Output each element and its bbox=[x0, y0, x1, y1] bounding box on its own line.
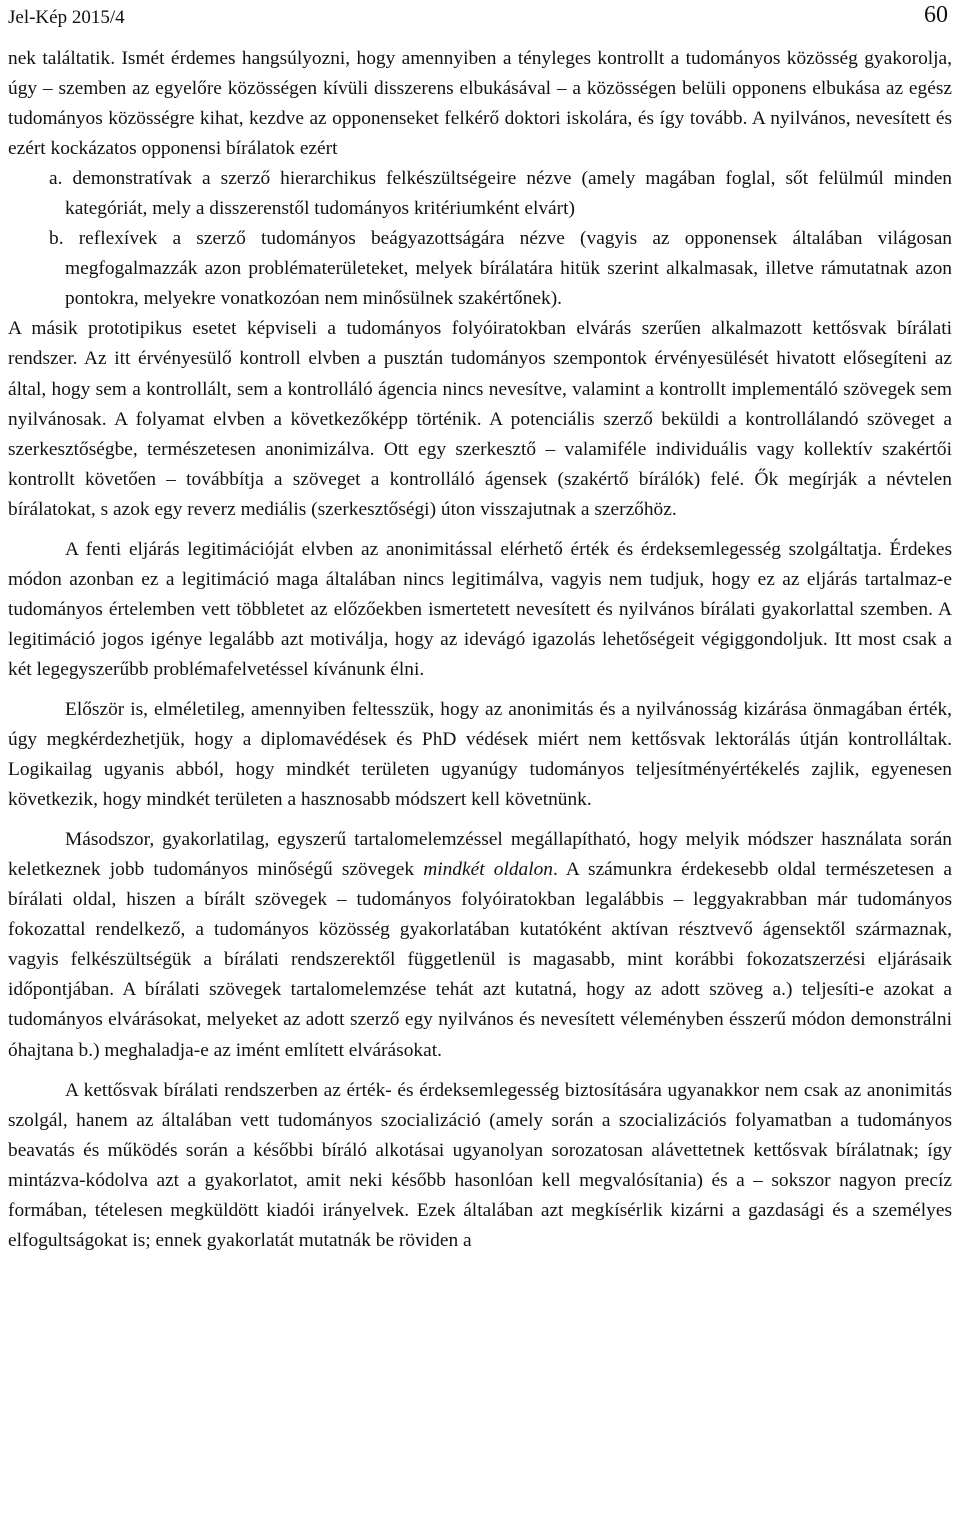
paragraph-4: Először is, elméletileg, amennyiben feltesszük, hogy az anonimitás és a nyilvánosság kizárása önmagában érték, úgy megkérdezhetjük, hogy a diplomavédések és PhD védések miért nem kettősvak lektorálás útján kontrolláltak. Logikailag ugyanis abból, hogy mindkét területen ugyanúgy tudományos teljesítményértékelés zajlik, egyenesen következik, hogy mindkét területen a hasznosabb módszert kell követnünk. bbox=[8, 698, 952, 811]
paragraph-5-start: Másodszor, gyakorlatilag, egyszerű tartalomelemzéssel megállapítható, hogy melyik módszer használata során keletkeznek jobb tudományos minőségű szövegek bbox=[8, 829, 952, 881]
running-head: Jel-Kép 2015/4 bbox=[8, 7, 125, 28]
paragraph-3: A fenti eljárás legitimációját elvben az anonimitással elérhető érték és érdeksemlegesség szolgáltatja. Érdekes módon azonban ez a legitimáció maga általában nincs legitimálva, vagyis nem tudjuk, hogy ez az eljárás tartalmaz-e tudományos értelemben vett többletet az előzőekben ismertetett nevesített és nyilvános bírálati gyakorlattal szemben. A legitimáció jogos igénye legalább azt motiválja, hogy az idevágó igazolás lehetőségeit végiggondoljuk. Itt most csak a két legegyszerűbb problémafelvetéssel kívánunk élni. bbox=[8, 538, 952, 680]
body-text bbox=[8, 44, 952, 1256]
paragraph-6: A kettősvak bírálati rendszerben az érték- és érdeksemlegesség biztosítására ugyanakkor nem csak az anonimitás szolgál, hanem az általában vett tudományos szocializáció (amely során a szocializációs folyamatban a tudományos beavatás és működés során a későbbi bíráló alkotásai ugyanolyan sorozatosan alávettetnek kettősvak bírálatnak; így mintázva-kódolva azt a gyakorlatot, amit neki később hasonlóan kell megvalósítania) és a – sokszor nagyon precíz formában, tételesen megküldött kiadói irányelvek. Ezek általában azt megkísérlik kizárni a gazdasági és a személyes elfogultságokat is; ennek gyakorlatát mutatnák be röviden a bbox=[8, 1079, 952, 1251]
page-header bbox=[8, 0, 952, 44]
paragraph-5 bbox=[8, 825, 952, 1065]
paragraph-2: A másik prototipikus esetet képviseli a tudományos folyóiratokban elvárás szerűen alkalmazott kettősvak bírálati rendszer. Az itt érvényesülő kontroll elvben a pusztán tudományos szempontok érvényesülését hivatott elősegíteni az által, hogy sem a kontrollált, sem a kontrolláló ágencia nincs nevesítve, valamint a kontrollt implementáló szövegek sem nyilvánosak. A folyamat elvben a következőképp történik. A potenciális szerző beküldi a kontrollálandó szöveget a szerkesztőségbe, természetesen anonimizálva. Ott egy szerkesztő – valamiféle individuális vagy kollektív szakértői kontrollt követően – továbbítja a szöveget a kontrolláló ágensek (szakértő bírálók) felé. Ők megírják a névtelen bírálatokat, s azok egy reverz mediális (szerkesztőségi) úton visszajutnak a szerzőhöz. bbox=[8, 318, 952, 520]
paragraph-5-end: . A számunkra érdekesebb oldal természetesen a bírálati oldal, hiszen a bírált szövegek – tudományos folyóiratokban legalábbis – leggyakrabban már tudományos fokozattal rendelkező, a tudományos közösség gyakorlatában kutatóként aktívan résztvevő ágensektől származnak, vagyis felkészültségük a bírálati rendszerektől függetlenül is magasabb, mint korábbi fokozatszerzési eljárásaik időpontjában. A bírálati szövegek tartalomelemzése tehát azt kutatná, hogy az adott szöveg a.) teljesíti-e azokat a tudományos elvárásokat, melyeket az adott szerző egy nyilvános és nevesített véleményben ésszerű módon demonstrálni óhajtana b.) meghaladja-e az imént említett elvárásokat. bbox=[8, 859, 952, 1061]
page-number: 60 bbox=[924, 2, 948, 28]
list-item-b: b. reflexívek a szerző tudományos beágyazottságára nézve (vagyis az opponensek általában világosan megfogalmazzák azon problématerületeket, melyek bírálatára hitük szerint alkalmasak, illetve rámutatnak azon pontokra, melyekre vonatkozóan nem minősülnek szakértőnek). bbox=[49, 228, 952, 310]
list-item-a: a. demonstratívak a szerző hierarchikus felkészültségeire nézve (amely magában foglal, sőt felülmúl minden kategóriát, mely a disszerenstől tudományos kritériumként elvárt) bbox=[49, 168, 952, 220]
paragraph-5-emphasis: mindkét oldalon bbox=[423, 859, 553, 881]
paragraph-1: nek találtatik. Ismét érdemes hangsúlyozni, hogy amennyiben a tényleges kontrollt a tudományos közösség gyakorolja, úgy – szemben az egyelőre közösségen kívüli disszerens elbukásával – a közösségen belüli opponens elbukása az egész tudományos közösségre kihat, kezdve az opponenseket felkérő doktori iskolára, és így tovább. A nyilvános, nevesített és ezért kockázatos opponensi bírálatok ezért bbox=[8, 48, 952, 160]
